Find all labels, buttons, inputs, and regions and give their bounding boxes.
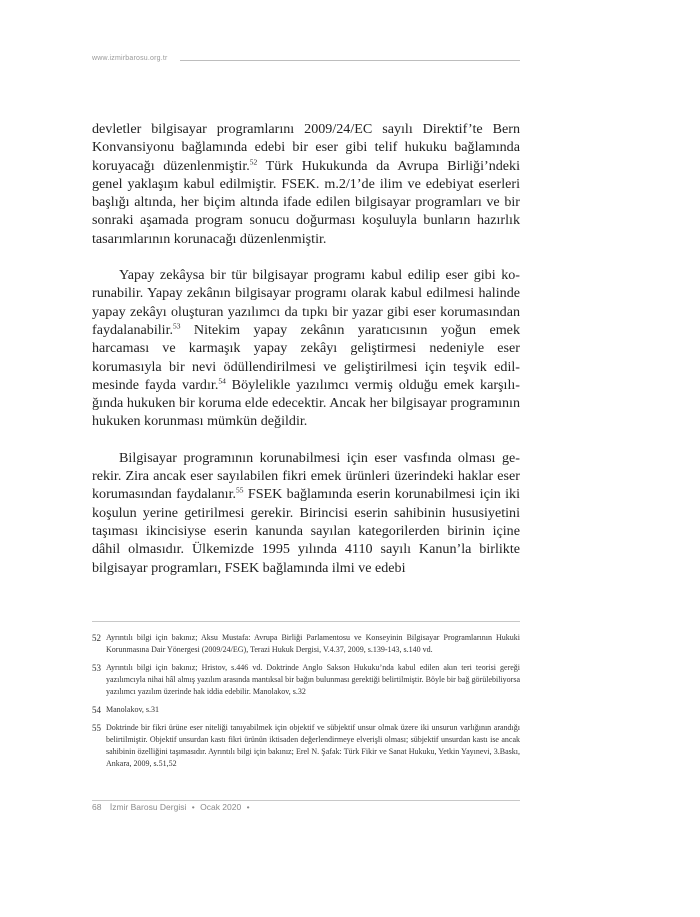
footnote-number: 54	[92, 705, 101, 715]
paragraph-2	[92, 266, 520, 431]
footnote-54	[92, 704, 520, 716]
footnote-text: Ayrıntılı bilgi için bakınız; Aksu Mustafa: Avrupa Birliği Parlamentosu ve Konseyinin Bilgisayar Programlarının Hukuki Korunmasına Dair Yönergesi (2009/24/EG), Terazi Hukuk Dergisi, V.4.37, 2009, s.139-143, s.140 vd.	[106, 633, 520, 654]
footer-rule	[92, 800, 520, 801]
header-url: www.izmirbarosu.org.tr	[92, 55, 168, 62]
paragraph-3	[92, 449, 520, 577]
paragraph-1-text-a: devletler bilgisayar programlarını 2009/24/EC sayılı Direktif’te Bern Konvansiyonu bağlamında edebi bir eser gibi telif hukuku bağlamında koruyacağı düzenlenmiştir.	[92, 121, 520, 174]
footnotes	[92, 632, 520, 776]
footer-separator-end: •	[246, 802, 250, 812]
footnote-ref-53[interactable]: 53	[173, 321, 181, 331]
journal-name: İzmir Barosu Dergisi	[109, 802, 187, 812]
footnote-number: 53	[92, 663, 101, 673]
paragraph-3-text-a: Bilgisayar programının korunabilmesi için eser vasfında olması gerekir. Zira ancak eser sayılabilen fikri emek ürünleri üzerindeki haklar eser korumasından faydalanır.	[92, 449, 520, 503]
paragraph-1	[92, 120, 520, 248]
footnote-ref-55[interactable]: 55	[236, 485, 244, 495]
footnote-ref-52[interactable]: 52	[249, 156, 258, 166]
footnote-text: Manolakov, s.31	[106, 705, 160, 714]
paragraph-2-text-c: Böylelikle yazılımcı vermiş olduğu emek karşılığında hukuken bir koruma elde edecektir. Ancak her bilgisayar programının hukuken korunması mümkün değildir.	[92, 376, 520, 430]
page-number: 68	[92, 802, 102, 812]
paragraph-2-text-b: Nitekim yapay zekânın yaratıcısının yoğun emek harcaması ve karmaşık yapay zekâyı geliştirmesi nedeniyle eser korumasıyla bir nevi ödüllendirilmesi ve geliştirilmesi için teşvik edilmesinde fayda vardır.	[92, 321, 520, 393]
footnote-55	[92, 722, 520, 770]
header-rule	[180, 60, 520, 61]
paragraph-2-text-a: Yapay zekâysa bir tür bilgisayar programı kabul edilip eser gibi korunabilir. Yapay zekânın bilgisayar programı olarak kabul edilmesi halinde yapay zekâyı oluşturan yazılımcı da tıpkı bir yazar gibi eser korumasından faydalanabilir.	[92, 267, 520, 338]
footnote-53	[92, 662, 520, 698]
paragraph-3-text-b: FSEK bağlamında eserin korunabilmesi için iki koşulun yerine getirilmesi gerekir. Birincisi eserin sahibinin hususiyetini taşıması ikincisiyse eserin kanunda sayılan kategorilerden birinin içine dâhil olmasıdır. Ülkemizde 1995 yılında 4110 sayılı Kanun’la birlikte bilgisayar programları, FSEK bağlamında ilmi ve edebi	[92, 486, 520, 576]
footnote-text: Doktrinde bir fikri ürüne eser niteliği tanıyabilmek için objektif ve sübjektif unsur olmak üzere iki unsurun varlığının arandığı belirtilmiştir. Objektif unsurdan kastı fikri ürünün iktisaden değerlendirmeye elverişli olması; sübjektif unsurdan kastı ise ancak sahibinin özelliğini taşımasıdır. Ayrıntılı bilgi için bakınız; Erel N. Şafak: Türk Fikir ve Sanat Hukuku, Yetkin Yayınevi, 3.Baskı, Ankara, 2009, s.51,52	[106, 723, 520, 768]
paragraph-1-text-b: Türk Hukukunda da Avrupa Birliği’ndeki genel yaklaşım kabul edilmiştir. FSEK. m.2/1’de ilim ve edebiyat eserleri başlığı altında, her biçim altında ifade edilen bilgisayar programları ve bir sonraki aşamada program sonucu doğurması koşuluyla bunların hazırlık tasarımlarının korunacağı düzenlenmiştir.	[92, 157, 521, 247]
footnote-number: 52	[92, 633, 101, 643]
footer-separator: •	[191, 802, 195, 812]
footnote-52	[92, 632, 520, 656]
footnote-text: Ayrıntılı bilgi için bakınız; Hristov, s.446 vd. Doktrinde Anglo Sakson Hukuku’nda kabul edilen akın teri teorisi gereği yazılımcıyla nihai hâl almış yazılım arasında mantıksal bir bağın bulunması gerektiği belirtilmiştir. Böyle bir bağ görülebiliyorsa yazılımcı yazılım üzerinde hak iddia edebilir. Manolakov, s.32	[106, 663, 520, 696]
body-text	[92, 120, 520, 595]
footnote-ref-54[interactable]: 54	[218, 376, 226, 386]
issue-date: Ocak 2020	[200, 802, 242, 812]
footnote-number: 55	[92, 723, 101, 733]
footnote-divider	[92, 621, 520, 622]
page-footer	[92, 802, 253, 812]
